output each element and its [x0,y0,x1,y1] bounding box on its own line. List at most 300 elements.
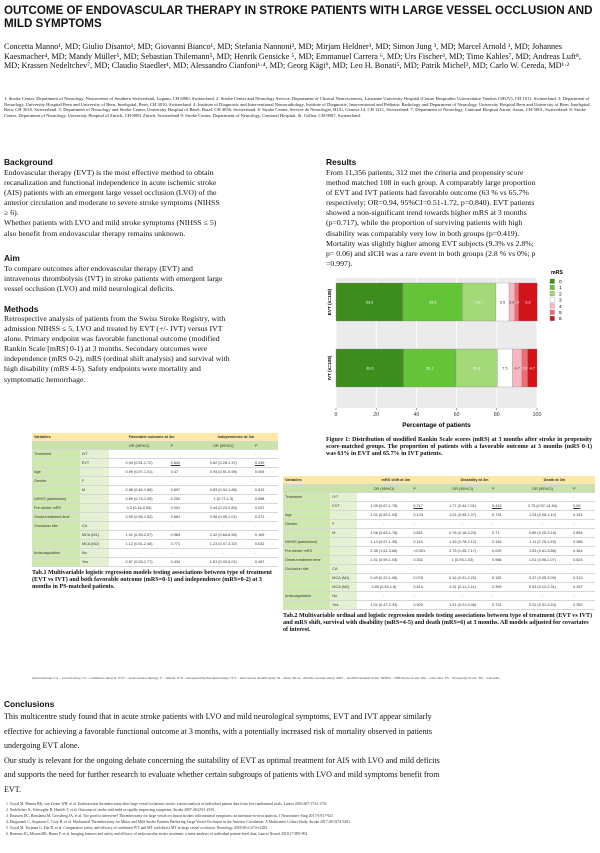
table-cell: 1.01 (0.39-2.57) [109,531,168,540]
legend-label: 6 [559,317,562,323]
table-cell: - [109,522,168,531]
bar-value-label: 2.8 [522,366,528,371]
legend-swatch [550,291,555,296]
table-row [32,531,278,540]
table-row [32,558,278,567]
table-subheader-row [283,485,595,493]
table-1-caption: Tab.1 Multivariable logistic regression models testing associations between type of treatment (EVT vs IVT) and both favorable outcome (mRS=0-1) and independence (mRS=0-2) at 3 months in PS-matched patients. [32,570,272,590]
text-line: (AIS) patients with an emergent large vessel occlusion (LVO) of the [4,188,217,198]
table-cell: 1 (0.93-1.03) [435,556,490,565]
regression-table-2 [283,476,595,610]
table-subheader: P [490,485,514,493]
row-label: NIHSS (admission) [32,495,80,504]
bar-value-label: 2.8 [509,300,515,305]
text-line: EVT. [4,784,22,794]
table-subheader: P [571,485,595,493]
table-cell: 0.986 [490,556,514,565]
table-row [283,520,595,529]
bar-value-label: 9.3 [525,300,531,305]
table-cell: 0.724 [490,601,514,610]
table-cell: - [109,477,168,486]
row-sublabel: IVT [330,493,356,502]
bar-value-label: 4.7 [529,366,535,371]
table-row [283,556,595,565]
table-row [32,477,278,486]
table-cell: - [490,565,514,574]
table-cell: 1.41 (0.21-9.46) [435,601,490,610]
table-cell: - [490,520,514,529]
text-line: disability was comparably very low in both groups (p=0.419). [326,228,520,238]
table-cell: 0.854 [571,529,595,538]
text-line: effective for achieving a favorable functional outcome at 3 months, with a potentially increased risk of mortality observed in patients [4,726,432,736]
table-cell: 0.681 [169,513,194,522]
table-subheader: OR (95%CI) [514,485,571,493]
reference-item: 1. Goyal M, Menon BK, van Zwam WH, et al. Endovascular thrombectomy after large-vessel ischaemic stroke: a meta-analysis of individual patient data from five randomised trials. Lancet 2016;387:1723-1731. [6,802,328,806]
table-subheader: P [253,442,278,450]
table-cell: - [514,592,571,601]
legend-swatch [550,310,555,315]
table-cell: 0.903 [411,601,435,610]
table-cell: 0.007 [253,504,278,513]
table-cell: - [514,520,571,529]
table-group-header: Disability at 3m [435,476,514,485]
x-tick-label: 40 [413,412,420,418]
category-label: IVT (n=108) [327,355,332,381]
table-cell: 1.01 (0.99-1.03) [357,556,412,565]
bar-value-label: 6.5 [499,300,506,305]
table-cell: - [435,592,490,601]
table-cell: - [357,592,412,601]
table-row [32,522,278,531]
table-cell: 0.31 (0.11-2.41) [435,583,490,592]
table-group-header: mRS shift at 3m [357,476,436,485]
table-row [283,529,595,538]
table-cell: - [253,450,278,459]
table-cell: - [194,450,253,459]
row-sublabel [80,504,110,513]
bar-value-label: 33.3 [365,300,374,305]
table-cell: 0.632 [253,540,278,549]
table-cell: - [109,549,168,558]
table-cell: 0.49 (0.22-1.08) [357,574,412,583]
table-row [32,468,278,477]
x-tick-label: 20 [373,412,380,418]
text-line: Whether patients with LVO and mild stroke symptoms (NIHSS ≤ 5) [4,218,217,228]
row-label [283,601,330,610]
table-row [32,540,278,549]
methods-text [4,314,272,385]
table-row [283,511,595,520]
table-row [32,450,278,459]
table-subheader: OR (95%CI) [357,485,412,493]
table-cell: 0.16 (0.01-2.22) [435,574,490,583]
table-cell: 0.004 [253,468,278,477]
table-cell: 1.09 (0.67-1.78) [357,502,412,511]
table-cell: 1.04 (0.98-1.10) [514,511,571,520]
table-cell: - [435,565,490,574]
affiliations: 1: Stroke Center, Department of Neurology, Neurocenter of Southern Switzerland, Lugano, CH 6900, Switzerland. 2: Stroke Center and Neurology Service, Department of Clinical Neurosciences, Lausanne University Hospital (Centre Hospitalier Universitaire Vaudois CHUV), CH 1011, Switzerland. 3: Department of Neurology, University Hospital Bern and University of Bern, Inselspital, Bern, CH 3010, Switzerland. 4: Institute of Diagnostic and Interventional Neuroradiology, Institute of Diagnostic, Interventional and Pediatric Radiology and Department of Neurology, University Hospital Bern and University of Bern, Inselspital, Bern, CH 3010, Switzerland. 5: Department of Neurology and Stroke Center, University Hospital of Basel, Basel, CH 4056, Switzerland. 6: Stroke Center, Service de Neurologie, HUG, Geneva 14, CH 1211, Switzerland. 7: Department of Neurology, Cantonal Hospital Aarau, Aarau, CH-5001, Switzerland. 8: Stroke Center, Department of Neurology, University Hospital of Zürich, CH-8091 Zürich, Switzerland 9: Stroke Center, Department of Neurology, Cantonal Hospital, St. Gallen, CH-9007, Switzerland. [4,96,591,118]
text-line: high disability (mRS 4-5). Safety endpoints were mortality and [4,364,201,374]
table-cell: 0.252 [169,495,194,504]
references [6,801,596,838]
text-line: of EVT and IVT patients had favorable outcome (63 % vs 65.7% [326,188,529,198]
table-cell: - [169,450,194,459]
table-header-row [32,433,278,442]
table-cell: - [571,592,595,601]
author-list: Concetta Manno¹, MD; Giulio Disanto¹, MD; Giovanni Bianco¹, MD; Stefania Nannoni², MD; Mirjam Heldner³, MD; Simon Jung ³, MD; Marcel Arnold ³, MD; Johannes Kaesmacher⁴, MD; Mandy Müller⁵, MD; Sebastian Thilemann⁵, MD; Henrik Gensicke ⁵, MD; Emmanuel Carrera ⁶, MD; Urs Fischer³, MD; Timo Kahles⁷, MD; Andreas Luft⁸, MD; Krassen Nedeltchev⁷, MD; Claudio Staedler¹, MD; Alessandro Cianfoni¹·⁴, MD; Georg Kägi⁹, MD; Leo H. Bonati⁵, MD; Patrik Michel², MD; Carlo W. Cereda, MD¹·² [4,42,581,71]
category-label: EVT (n=108) [327,288,332,316]
legend-label: 5 [559,311,562,316]
row-sublabel [80,468,110,477]
table-cell: 0.99 (0.97-1.01) [109,468,168,477]
row-label [32,459,80,468]
table-cell: 0.386 [571,538,595,547]
table-cell: 0.316 [490,538,514,547]
table-subheader-row [32,442,278,450]
row-sublabel: EVT [330,502,356,511]
table-cell: 0.94 (0.91-0.98) [194,468,253,477]
table-subheader: OR (95%CI) [194,442,253,450]
row-label: Onset-treatment time [32,513,80,522]
table-row [283,538,595,547]
table-cell: 0.3 (0.16-0.54) [109,504,168,513]
aim-text [4,264,272,294]
row-label: Occlusion site [283,565,330,574]
results-heading: Results [326,157,357,167]
row-label: Anticoagulation [283,592,330,601]
text-line: vessel occlusion (LVO) and mild neurological deficits. [4,284,175,294]
table-cell: 0.271 [253,513,278,522]
row-label [283,529,330,538]
table-cell: 1.53 (0.61-3.88) [514,547,571,556]
legend-label: 2 [559,292,562,298]
table-row [283,583,595,592]
table-cell: - [571,493,595,502]
table-cell: 0.143 [411,511,435,520]
table-row [283,493,595,502]
table-cell: 0.37 (0.05-3.09) [514,574,571,583]
abbreviations: Abbreviations: CA – carotid artery; CI – confidence interval; EVT – endovascular therapy; F – female; ICH – intraparenchymal hemorrhage; IVT – intravenous thrombolysis; M – male; MCA – middle cerebral artery; mRS – modified Rankin Scale; NIHSS – NIH Stroke Scale; OR – odds ratio; PS – Propensity Score; 3m – 3 months. [32,676,500,680]
conclusions-text [4,710,596,798]
table-cell: 0.151 [571,511,595,520]
table-cell: - [169,522,194,531]
reference-item: 5. Goyal M, Turjman G, Fan D, et al. Comparative safety and efficacy of combined IVT and MT with direct MT in large vessel occlusion. Neurology 2018;90:e1274-e1282. [6,826,269,831]
table-cell: 0.89 (0.73-1.09) [109,495,168,504]
bar-value-label: 33.6 [366,366,374,371]
conclusions-heading: Conclusions [4,699,55,709]
table-cell: - [253,522,278,531]
text-line: Endovascular therapy (EVT) is the most effective method to obtain [4,168,214,177]
text-line: Mortality was slightly higher among EVT subjects (9.3% vs 2.8%; [326,238,534,248]
table-cell: 0.71 [490,529,514,538]
table-cell: - [435,520,490,529]
reference-item: 4. Dargazanli C, Arquizan C, Gory B, et al. Mechanical Thrombectomy for Minor and Mild Stroke Patients Harboring Large Vessel Occlusion in the Anterior Circulation: A Multicenter Cohort Study. Stroke 2017;48:3274-3281. [6,820,352,825]
table-cell: 0.249 [253,459,278,468]
table-cell: 1.01 (0.47-2.33) [357,601,412,610]
text-line: also benefit from endovascular therapy remains unknown. [4,228,186,238]
table-cell: 0.724 [490,511,514,520]
table-cell: 1.29 (0.78-2.12) [435,538,490,547]
table-cell: - [357,520,412,529]
table-cell: 1.01 (0.96-1.07) [514,556,571,565]
row-sublabel: No [80,549,110,558]
table-cell: 1.14 (0.97-1.35) [357,538,412,547]
table-cell: 0.983 [169,531,194,540]
table-cell: 2.42 (0.68-8.58) [194,531,253,540]
row-label: Pre-stroke mRS [283,547,330,556]
table-cell: 0.22 (0.31-3.43) [514,601,571,610]
text-line: symptomatic hemorrhage. [4,374,86,384]
row-label [32,486,80,495]
table-row [283,547,595,556]
row-label: Treatment [283,493,330,502]
table-cell: 0.029 [490,547,514,556]
x-axis-label: Percentage of patients [402,422,471,429]
table-cell: 0.85 (0.45-1.6) [357,583,412,592]
text-line: respectively; OR=0.94, 95%CI=0.51-1.72, p=0.840). EVT patients [326,198,535,208]
table-1 [32,433,278,591]
table-cell: - [490,493,514,502]
row-sublabel [80,495,110,504]
table-cell: 0.434 [169,558,194,567]
text-line: From 11,356 patients, 312 met the criteria and propensity score [326,168,524,177]
legend-swatch [550,304,555,309]
table-cell: 0.717 [411,502,435,511]
table-cell: 0.001 [169,504,194,513]
table-cell: - [411,592,435,601]
legend-title: mRS [551,270,563,276]
table-cell: 0.771 [169,540,194,549]
row-sublabel: MCA (M2) [330,583,356,592]
table-2 [283,476,595,634]
table-cell: 0.613 [253,486,278,495]
table-cell: - [357,493,412,502]
table-cell: - [514,493,571,502]
table-subheader: OR (95%CI) [109,442,168,450]
text-line: Rankin Scale [mRS] 0-1) at 3 months. Secondary outcomes were [4,344,208,354]
x-tick-label: 100 [532,412,542,418]
table-cell: 0.76 (0.18-3.23) [435,529,490,538]
legend-swatch [550,285,555,290]
legend-label: 4 [559,304,562,310]
table-row [283,565,595,574]
row-sublabel: MCA (M2) [80,540,110,549]
row-label: Onset-treatment time [283,556,330,565]
table-cell: 1.12 (0.51-2.46) [109,540,168,549]
table-row [283,574,595,583]
table-cell: 0.614 [411,583,435,592]
table-cell: 0.364 [571,547,595,556]
table-cell: 0.44 (0.23-0.83) [194,504,253,513]
background-heading: Background [4,157,53,167]
table-subheader: P [169,442,194,450]
table-header-row [283,476,595,485]
text-line: and supports the need for further research to evaluate whether certain subgroups of patients with LVO and mild symptoms benefit from [4,770,440,780]
table-cell: 0.62 (0.28-1.37) [194,459,253,468]
row-sublabel [330,538,356,547]
table-cell: - [109,450,168,459]
bar-value-label: 26.1 [426,366,434,371]
row-label: Occlusion site [32,522,80,531]
table-cell: 1.23 (0.47-3.32) [194,540,253,549]
table-cell: 1.11 (0.75-1.63) [514,538,571,547]
table-cell: - [169,477,194,486]
row-sublabel: No [330,592,356,601]
table-row [32,513,278,522]
row-label [32,531,80,540]
table-cell: - [194,549,253,558]
row-sublabel [80,513,110,522]
table-corner: Variables [32,433,80,442]
table-cell: - [169,549,194,558]
row-sublabel [330,556,356,565]
table-cell: 0.988 [253,495,278,504]
table-row [283,601,595,610]
legend-label: 3 [559,298,562,304]
row-sublabel [330,511,356,520]
table-cell: - [571,520,595,529]
x-tick-label: 80 [493,412,500,418]
row-sublabel: M [330,529,356,538]
table-cell: 0.47 [169,468,194,477]
text-line: admission NIHSS ≤ 5, LVO and treated by EVT (+/- IVT) versus IVT [4,324,223,334]
regression-table-1 [32,433,278,567]
mrs-stacked-bar-chart [316,268,594,434]
bar-value-label: 7.5 [502,366,508,371]
table-cell: 2.75 (1.05-7.17) [435,547,490,556]
table-cell: 0.67 (0.26-1.77) [109,558,168,567]
table-cell: - [490,592,514,601]
legend-swatch [550,279,555,284]
text-line: showed a non-significant trend towards higher mRS at 3 months [326,208,527,218]
table-cell: - [571,565,595,574]
table-cell: - [194,522,253,531]
row-sublabel: CA [80,522,110,531]
table-cell: 0.821 [411,529,435,538]
row-sublabel [330,547,356,556]
text-line: =0.997). [326,258,353,268]
table-cell: 0.06 [571,502,595,511]
table-cell: 0.840 [169,459,194,468]
row-sublabel: F [330,520,356,529]
background-text [4,168,272,239]
table-cell: 0.94 (0.51-1.72) [109,459,168,468]
row-label [32,540,80,549]
table-row [283,592,595,601]
table-subheader: P [411,485,435,493]
text-line: Our study is relevant for the ongoing debate concerning the suitability of EVT as optimal treatment for AIS with LVO and mild deficits [4,755,440,765]
table-cell: 1.77 (0.44-7.01) [435,502,490,511]
text-line: Retrospective analysis of patients from the Swiss Stroke Registry, with [4,314,226,323]
text-line: ≥ 6). [4,208,19,218]
table-cell: - [411,493,435,502]
table-cell: - [253,549,278,558]
table-cell: - [435,493,490,502]
legend-label: 1 [559,286,562,292]
text-line: anterior circulation and moderate to severe stroke symptoms (NIHSS [4,198,220,208]
legend-label: 0 [559,280,562,285]
table-group-header: Favorable outcome at 3m [109,433,193,442]
table-cell: 2.75 (0.97-14.54) [514,502,571,511]
table-cell: - [514,565,571,574]
row-label: NIHSS (admission) [283,538,330,547]
table-cell: 0.078 [411,574,435,583]
text-line: method matched 108 in each group. A comparably large proportion [326,178,536,188]
reference-item: 3. Haussen DC, Bouslama M, Grossberg JA, et al. Too good to intervene? Thrombectomy for large vessel occlusion strokes with minimal symptoms: an intention-to-treat analysis. J Neurointerv Surg 2017;9:917-921. [6,814,334,819]
table-2-caption: Tab.2 Multivariable ordinal and logistic regression models testing associations between type of treatment (EVT vs IVT) and mRS shift, survival with disability (mRS=4-5) and death (mRS=6) at 3 months. All models adjusted for covariates of interest. [283,613,593,633]
text-line: undergoing EVT alone. [4,741,80,751]
table-cell: 0.83 (0.34-1.88) [194,486,253,495]
results-text [326,168,594,269]
methods-heading: Methods [4,304,39,314]
legend-swatch [550,298,555,303]
table-cell: 1.01 (0.99-1.03) [357,511,412,520]
row-label: Age [32,468,80,477]
table-cell: 0.313 [571,574,595,583]
row-sublabel: CA [330,565,356,574]
table-subheader: OR (95%CI) [435,485,490,493]
table-cell: 0.119 [411,538,435,547]
bar-value-label: 4.7 [514,366,520,371]
table-cell: 1.01 (0.95-1.07) [435,511,490,520]
table-cell: 0.357 [571,583,595,592]
table-row [32,486,278,495]
text-line: recanalization and functional independence in acute ischemic stroke [4,178,217,188]
row-label: Anticoagulation [32,549,80,558]
aim-heading: Aim [4,253,20,263]
poster-title: OUTCOME OF ENDOVASCULAR THERAPY IN STROKE PATIENTS WITH LARGE VESSEL OCCLUSION AND MILD SYMPTOMS [4,4,593,30]
table-cell: 1 (0.77-1.3) [194,495,253,504]
reference-item: 6. Romano JG, Menon BK, Hanes F, et al. Imaging features and safety and efficacy of endovascular stroke treatment: a meta-analysis of individual patient-level data. Lancet Neurol 2018;17:895-904. [6,832,309,837]
row-sublabel: IVT [80,450,110,459]
row-sublabel: M [80,486,110,495]
table-cell: - [357,565,412,574]
table-cell: 0.302 [411,556,435,565]
table-row [283,502,595,511]
table-row [32,495,278,504]
x-tick-label: 60 [453,412,460,418]
table-cell: 0.98 (0.95-1.01) [194,513,253,522]
legend-swatch [550,316,555,321]
table-corner: Variables [283,476,330,485]
row-label [283,583,330,592]
table-cell: 1.06 (0.63-1.78) [357,529,412,538]
table-cell: 0.169 [253,531,278,540]
text-line: This multicentre study found that in acute stroke patients with LVO and mild neurological symptoms, EVT and IVT appear similarly [4,712,432,721]
table-group-header: Independence at 3m [194,433,278,442]
row-label: Age [283,511,330,520]
table-cell: - [194,477,253,486]
table-cell: 0.467 [253,558,278,567]
text-line: independence (mRS 0-2), mRS (ordinal shift analysis) and survival with [4,354,230,364]
bar-value-label: 16.7 [475,300,483,305]
row-label: Gender [32,477,80,486]
reference-item: 2. Nedeltchev K, Schwegler B, Haefeli T, et al. Outcome of stroke with mild or rapidly improving symptoms. Stroke 2007;38:2531-2535. [6,808,216,813]
text-line: p= 0.06) and sICH was a rare event in both groups (2.8 % vs 0%; p [326,248,536,258]
table-cell: 0.89 (0.25-3.16) [514,529,571,538]
bar-value-label: 20.6 [473,366,481,371]
table-cell: <0.001 [411,547,435,556]
bar-value-label: 29.6 [428,300,437,305]
table-cell: 0.88 (0.46-1.68) [109,486,168,495]
row-label: Pre-stroke mRS [32,504,80,513]
table-cell: 0.697 [169,486,194,495]
table-cell: 0.419 [490,502,514,511]
table-cell: - [411,520,435,529]
table-row [32,549,278,558]
row-label: Treatment [32,450,80,459]
row-label [283,502,330,511]
